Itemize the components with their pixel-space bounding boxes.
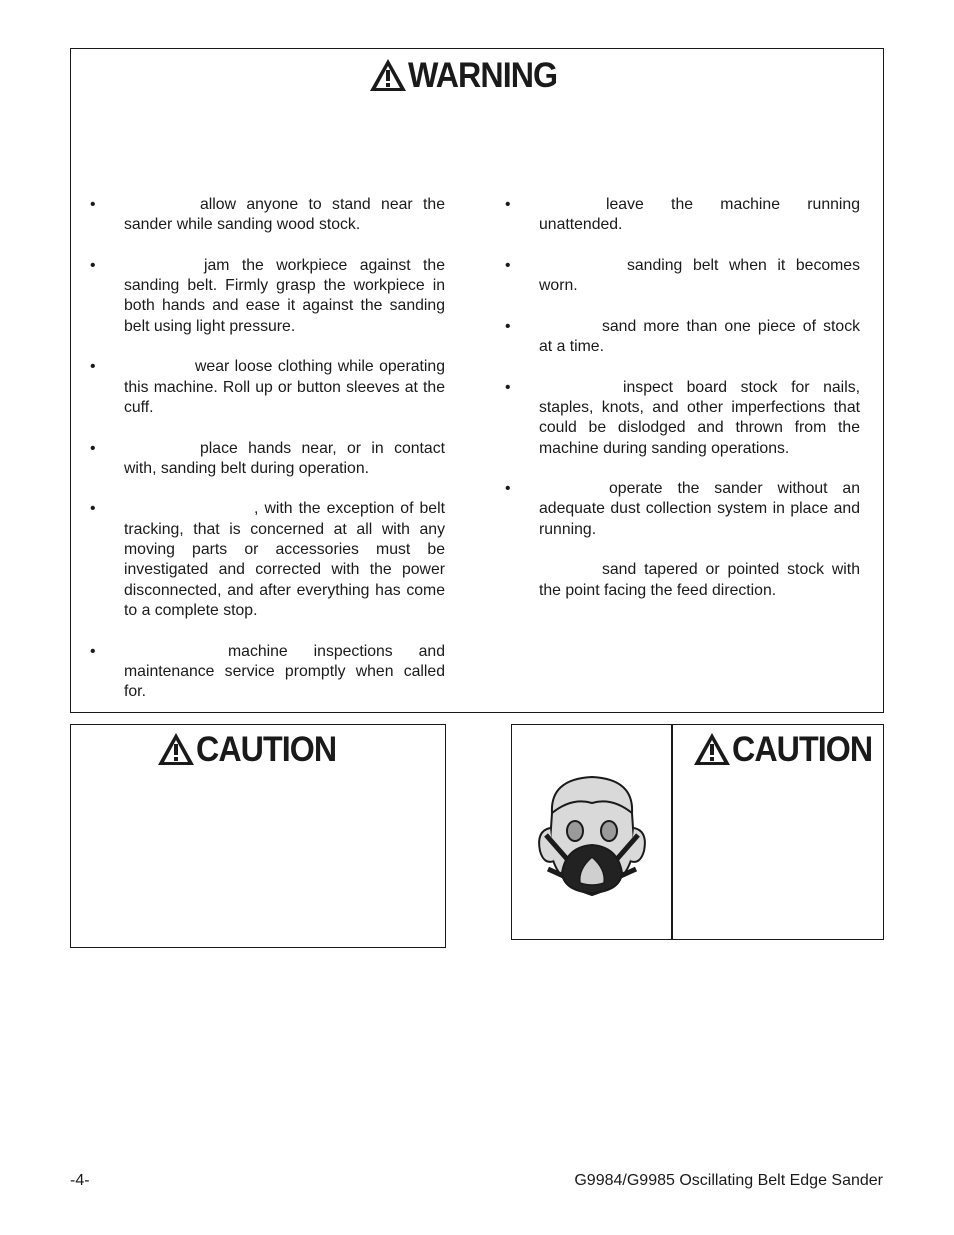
warning-heading: WARNING	[408, 55, 558, 95]
warning-item-text: operate the sander without an adequate dust collection system in place and running.	[539, 480, 860, 538]
warning-item	[87, 256, 445, 337]
bullet-icon: •	[505, 480, 511, 498]
bullet-icon: •	[505, 317, 511, 335]
caution-signal-word-left	[156, 731, 348, 767]
warning-item-text: leave the machine running unattended.	[539, 196, 860, 234]
bullet-icon: •	[90, 196, 96, 213]
caution-box-left	[70, 724, 446, 948]
caution-heading-right: CAUTION	[732, 729, 873, 769]
warning-item-text: sand tapered or pointed stock with the point facing the feed direction.	[539, 561, 860, 599]
warning-item-text: sand more than one piece of stock at a time.	[539, 317, 860, 356]
warning-item	[87, 499, 445, 621]
footer-title: G9984/G9985 Oscillating Belt Edge Sander	[574, 1172, 883, 1189]
warning-item-text: allow anyone to stand near the sander while sanding wood stock.	[124, 196, 445, 234]
warning-signal-word	[368, 57, 570, 93]
bullet-icon: •	[505, 378, 511, 396]
caution-box-right	[511, 724, 884, 940]
bullet-icon: •	[90, 256, 96, 274]
warning-item	[87, 642, 445, 703]
warning-item-text: , with the exception of belt tracking, that is concerned at all with any moving parts or accessories must be investigated and corrected with the power disconnected, and after everything has come to a complete stop.	[124, 500, 445, 619]
respirator-mask-icon	[532, 773, 652, 903]
warning-item	[502, 378, 860, 459]
warning-item-text: wear loose clothing while operating this machine. Roll up or button sleeves at the cuff.	[124, 358, 445, 416]
warning-item-text: jam the workpiece against the sanding belt. Firmly grasp the workpiece in both hands and ease it against the sanding belt using light pressure.	[124, 256, 445, 335]
warning-item	[87, 195, 445, 236]
warning-item	[502, 317, 860, 358]
bullet-icon: •	[90, 439, 96, 457]
warning-item-text: inspect board stock for nails, staples, knots, and other imperfections that could be dislodged and thrown from the machine during sanding operations.	[539, 378, 860, 457]
warning-item-text: sanding belt when it becomes worn.	[539, 256, 860, 295]
bullet-icon: •	[90, 358, 96, 376]
warning-left-column	[87, 195, 445, 723]
bullet-icon: •	[505, 196, 511, 213]
caution-triangle-icon	[156, 731, 196, 767]
warning-item-text: place hands near, or in contact with, sanding belt during operation.	[124, 439, 445, 477]
warning-item	[87, 357, 445, 418]
warning-item	[87, 439, 445, 480]
caution-heading-left: CAUTION	[196, 729, 337, 769]
page-number: -4-	[70, 1172, 90, 1189]
bullet-icon: •	[90, 500, 96, 518]
caution-triangle-icon	[692, 731, 732, 767]
warning-item	[502, 479, 860, 540]
bullet-icon: •	[90, 642, 96, 660]
caution-signal-word-right	[692, 731, 884, 767]
warning-item-last	[502, 560, 860, 601]
warning-item	[502, 195, 860, 236]
bullet-icon: •	[505, 256, 511, 274]
warning-item-text: machine inspections and maintenance service promptly when called for.	[124, 642, 445, 701]
warning-triangle-icon	[368, 57, 408, 93]
caution-right-divider	[671, 725, 673, 939]
warning-right-column	[502, 195, 860, 601]
warning-box	[70, 48, 884, 713]
warning-item	[502, 256, 860, 297]
